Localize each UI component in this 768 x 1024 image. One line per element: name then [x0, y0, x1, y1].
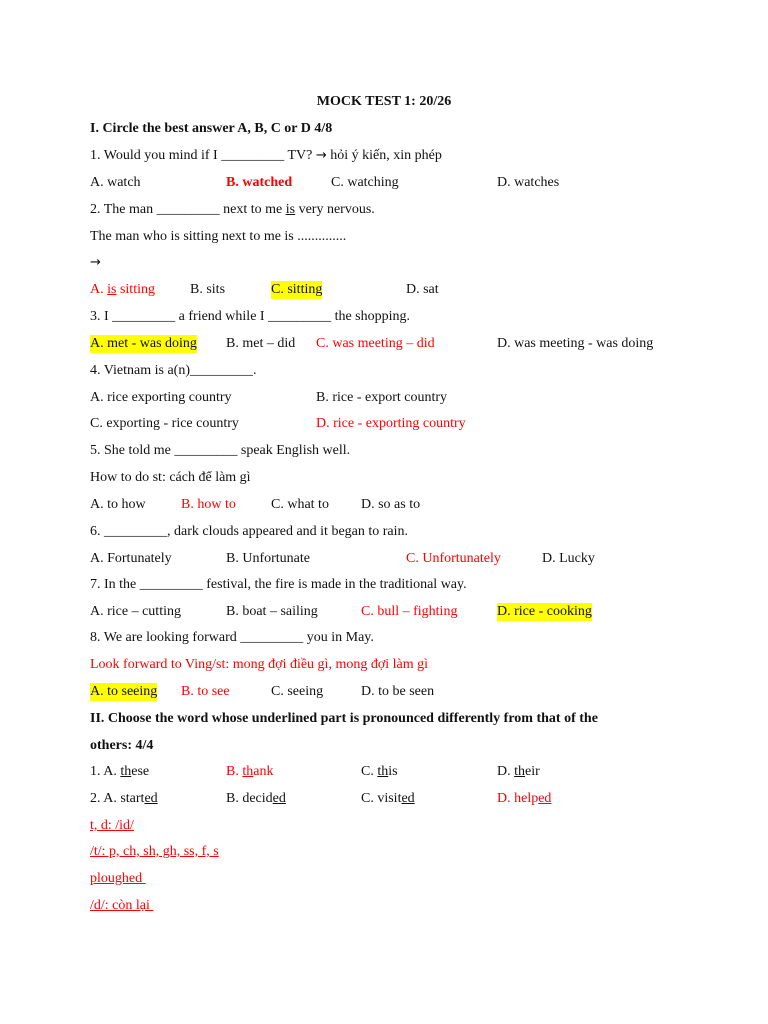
q8-option-a: A. to seeing [90, 684, 158, 699]
s2-q2-option-b [226, 790, 286, 808]
question-8: 8. We are looking forward _________ you in May. [90, 630, 374, 645]
q7-option-b: B. boat – sailing [226, 604, 318, 619]
s2-q1-b-underlined: th [242, 764, 254, 779]
s2-q1-d-underlined: th [514, 764, 526, 779]
s2-q2-a-underlined: ed [144, 791, 158, 806]
q3-option-b: B. met – did [226, 336, 296, 351]
q1-option-b: B. watched [226, 175, 293, 190]
s2-q1-d-suffix: eir [525, 764, 540, 779]
s2-q2-option-a [90, 790, 158, 808]
q3-option-d: D. was meeting - was doing [497, 336, 654, 351]
s2-q1-option-a [90, 763, 149, 781]
q1-option-d: D. watches [497, 175, 560, 190]
q4-option-a: A. rice exporting country [90, 390, 232, 405]
s2-q2-d-prefix: D. help [497, 791, 539, 806]
question-3: 3. I _________ a friend while I _________ the shopping. [90, 309, 411, 324]
q4-option-d: D. rice - exporting country [316, 416, 466, 431]
q8-option-b: B. to see [181, 684, 230, 699]
question-2-text-after: very nervous. [295, 202, 375, 217]
question-5-note: How to do st: cách để làm gì [90, 470, 251, 485]
s2-q2-number: 2. [90, 791, 104, 806]
section-2-heading-cont: others: 4/4 [90, 738, 154, 753]
q1-option-a: A. watch [90, 175, 141, 190]
q3-option-c: C. was meeting – did [316, 336, 435, 351]
pronunciation-note-4: /d/: còn lại [90, 898, 154, 913]
s2-q2-b-prefix: B. decid [226, 791, 273, 806]
question-4: 4. Vietnam is a(n)_________. [90, 363, 257, 378]
q3-option-a: A. met - was doing [90, 336, 197, 351]
s2-q1-option-d [497, 763, 540, 781]
s2-q1-c-prefix: C. [361, 764, 378, 779]
s2-q2-option-d [497, 790, 551, 808]
q2-option-c: C. sitting [271, 282, 323, 297]
section-2-heading: II. Choose the word whose underlined part is pronounced differently from that of the [90, 711, 598, 726]
s2-q1-d-prefix: D. [497, 764, 515, 779]
q6-option-d: D. Lucky [542, 551, 595, 566]
s2-q1-b-suffix: ank [253, 764, 274, 779]
question-8-note: Look forward to Ving/st: mong đợi điều gì, mong đợi làm gì [90, 657, 429, 672]
q4-option-c: C. exporting - rice country [90, 416, 239, 431]
question-2-text: 2. The man _________ next to me [90, 202, 286, 217]
pronunciation-note-2: /t/: p, ch, sh, gh, ss, f, s [90, 844, 219, 859]
page-title: MOCK TEST 1: 20/26 [316, 94, 452, 109]
arrow-icon: → [315, 148, 327, 163]
question-2 [90, 201, 375, 219]
q7-option-c: C. bull – fighting [361, 604, 458, 619]
s2-q2-d-underlined: ed [538, 791, 552, 806]
q7-option-a: A. rice – cutting [90, 604, 181, 619]
q5-option-c: C. what to [271, 497, 329, 512]
s2-q2-b-underlined: ed [272, 791, 286, 806]
q2-option-a [90, 281, 155, 299]
s2-q1-c-suffix: is [388, 764, 398, 779]
q5-option-b: B. how to [181, 497, 236, 512]
question-6: 6. _________, dark clouds appeared and it began to rain. [90, 524, 409, 539]
question-1 [90, 147, 442, 165]
q2-option-b: B. sits [190, 282, 226, 297]
question-2-underlined: is [285, 202, 296, 217]
q6-option-b: B. Unfortunate [226, 551, 310, 566]
question-1-note: hỏi ý kiến, xin phép [326, 148, 442, 163]
s2-q2-a-prefix: A. start [103, 791, 145, 806]
s2-q1-c-underlined: th [377, 764, 389, 779]
q8-option-d: D. to be seen [361, 684, 435, 699]
q4-option-b: B. rice - export country [316, 390, 448, 405]
q2-option-d: D. sat [406, 282, 439, 297]
q2-option-a-suffix: sitting [116, 282, 155, 297]
arrow-icon: → [90, 255, 101, 270]
s2-q2-c-prefix: C. visit [361, 791, 402, 806]
s2-q1-a-underlined: th [120, 764, 132, 779]
q6-option-c: C. Unfortunately [406, 551, 501, 566]
s2-q1-option-b [226, 763, 273, 781]
s2-q1-a-prefix: A. [103, 764, 121, 779]
q2-option-a-underlined: is [107, 282, 117, 297]
q5-option-a: A. to how [90, 497, 146, 512]
question-7: 7. In the _________ festival, the fire is made in the traditional way. [90, 577, 467, 592]
q7-option-d: D. rice - cooking [497, 604, 592, 619]
s2-q1-number: 1. [90, 764, 104, 779]
q2-option-a-prefix: A. [90, 282, 108, 297]
s2-q1-b-prefix: B. [226, 764, 243, 779]
s2-q2-c-underlined: ed [401, 791, 415, 806]
pronunciation-note-1: t, d: /id/ [90, 818, 134, 833]
question-2-rewrite: The man who is sitting next to me is .............. [90, 229, 347, 244]
q5-option-d: D. so as to [361, 497, 421, 512]
question-1-text: 1. Would you mind if I _________ TV? [90, 148, 316, 163]
q1-option-c: C. watching [331, 175, 399, 190]
section-1-heading: I. Circle the best answer A, B, C or D 4/8 [90, 121, 333, 136]
s2-q2-option-c [361, 790, 415, 808]
q6-option-a: A. Fortunately [90, 551, 172, 566]
question-5: 5. She told me _________ speak English well. [90, 443, 351, 458]
s2-q1-option-c [361, 763, 398, 781]
q8-option-c: C. seeing [271, 684, 324, 699]
s2-q1-a-suffix: ese [131, 764, 150, 779]
pronunciation-note-3: ploughed [90, 871, 146, 886]
